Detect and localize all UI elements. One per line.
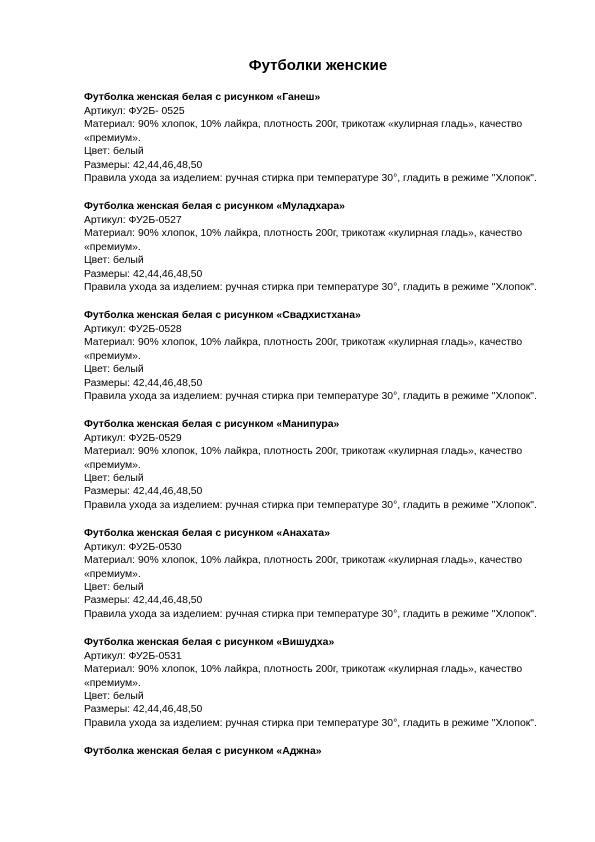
product-entry xyxy=(84,309,564,403)
product-care: Правила ухода за изделием: ручная стирка при температуре 30°, гладить в режиме "Хлопок". xyxy=(84,608,537,620)
product-article: Артикул: ФУ2Б-0528 xyxy=(84,323,182,335)
product-color: Цвет: белый xyxy=(84,690,144,702)
product-article: Артикул: ФУ2Б-0530 xyxy=(84,541,182,553)
product-title: Футболка женская белая с рисунком «Манипура» xyxy=(84,418,340,430)
product-entry xyxy=(84,200,564,294)
product-title: Футболка женская белая с рисунком «Вишудха» xyxy=(84,636,335,648)
product-entry xyxy=(84,418,564,512)
product-sizes: Размеры: 42,44,46,48,50 xyxy=(84,486,203,498)
product-article: Артикул: ФУ2Б-0531 xyxy=(84,650,182,662)
product-article: Артикул: ФУ2Б-0529 xyxy=(84,432,182,444)
product-material: Материал: 90% хлопок, 10% лайкра, плотность 200г, трикотаж «кулирная гладь», качество «премиум». xyxy=(84,337,523,362)
product-material: Материал: 90% хлопок, 10% лайкра, плотность 200г, трикотаж «кулирная гладь», качество «премиум». xyxy=(84,664,523,689)
product-list xyxy=(84,91,564,772)
product-title: Футболка женская белая с рисунком «Ганеш» xyxy=(84,92,321,103)
product-sizes: Размеры: 42,44,46,48,50 xyxy=(84,159,203,171)
product-care: Правила ухода за изделием: ручная стирка при температуре 30°, гладить в режиме "Хлопок". xyxy=(84,717,537,729)
product-color: Цвет: белый xyxy=(84,255,144,267)
product-color: Цвет: белый xyxy=(84,364,144,376)
product-sizes: Размеры: 42,44,46,48,50 xyxy=(84,595,203,607)
product-color: Цвет: белый xyxy=(84,146,144,158)
product-material: Материал: 90% хлопок, 10% лайкра, плотность 200г, трикотаж «кулирная гладь», качество «премиум». xyxy=(84,228,523,253)
product-article: Артикул: ФУ2Б-0527 xyxy=(84,214,182,226)
product-material: Материал: 90% хлопок, 10% лайкра, плотность 200г, трикотаж «кулирная гладь», качество «премиум». xyxy=(84,119,523,144)
product-article: Артикул: ФУ2Б- 0525 xyxy=(84,106,185,117)
product-sizes: Размеры: 42,44,46,48,50 xyxy=(84,377,203,389)
product-title: Футболка женская белая с рисунком «Муладхара» xyxy=(84,200,345,212)
product-entry xyxy=(84,636,564,730)
product-sizes: Размеры: 42,44,46,48,50 xyxy=(84,704,203,716)
product-entry xyxy=(84,91,564,185)
product-material: Материал: 90% хлопок, 10% лайкра, плотность 200г, трикотаж «кулирная гладь», качество «премиум». xyxy=(84,446,523,471)
product-color: Цвет: белый xyxy=(84,581,144,593)
product-sizes: Размеры: 42,44,46,48,50 xyxy=(84,268,203,280)
product-title: Футболка женская белая с рисунком «Свадхистхана» xyxy=(84,309,361,321)
page-title: Футболки женские xyxy=(248,57,388,74)
product-material: Материал: 90% хлопок, 10% лайкра, плотность 200г, трикотаж «кулирная гладь», качество «премиум». xyxy=(84,555,523,580)
product-title: Футболка женская белая с рисунком «Анахата» xyxy=(84,527,330,539)
product-color: Цвет: белый xyxy=(84,473,144,485)
product-entry xyxy=(84,745,564,758)
product-care: Правила ухода за изделием: ручная стирка при температуре 30°, гладить в режиме "Хлопок". xyxy=(84,173,537,185)
product-title: Футболка женская белая с рисунком «Аджна» xyxy=(84,745,322,757)
product-care: Правила ухода за изделием: ручная стирка при температуре 30°, гладить в режиме "Хлопок". xyxy=(84,499,537,511)
product-care: Правила ухода за изделием: ручная стирка при температуре 30°, гладить в режиме "Хлопок". xyxy=(84,281,537,293)
product-entry xyxy=(84,527,564,621)
product-care: Правила ухода за изделием: ручная стирка при температуре 30°, гладить в режиме "Хлопок". xyxy=(84,390,537,402)
